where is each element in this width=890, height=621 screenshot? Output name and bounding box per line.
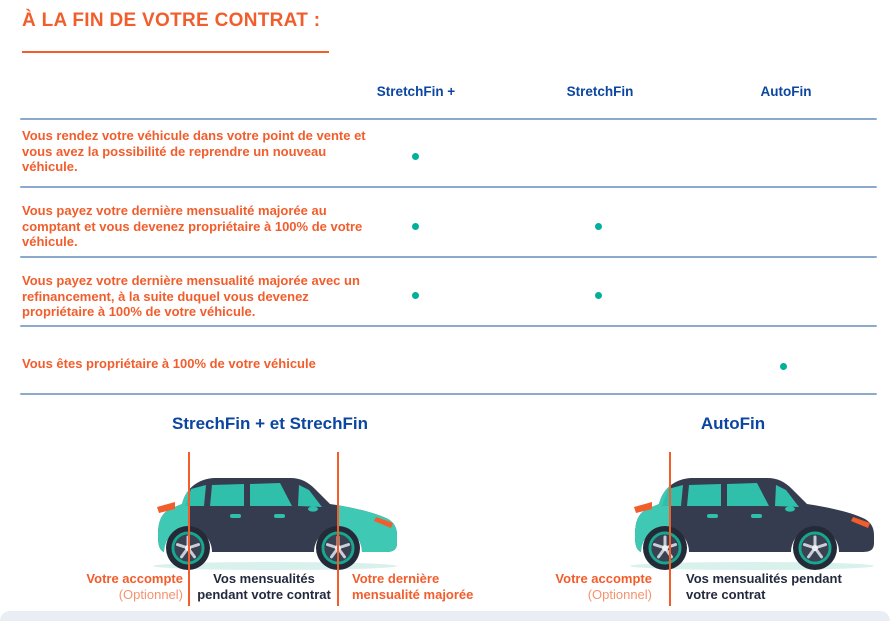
separator-line [20, 118, 877, 120]
figure-title-stretchfin: StrechFin + et StrechFin [171, 414, 368, 433]
availability-dot [595, 292, 602, 299]
separator-line [20, 256, 877, 258]
column-header-stretchfin-plus: StretchFin + [376, 84, 456, 99]
payment-divider-line [337, 452, 339, 606]
column-header-autofin: AutoFin [760, 84, 812, 99]
label-monthly-right: Vos mensualités pendant votre contrat [686, 571, 842, 602]
down-payment-note: (Optionnel) [118, 586, 183, 602]
availability-dot [412, 153, 419, 160]
availability-dot [412, 223, 419, 230]
availability-dot [412, 292, 419, 299]
column-header-stretchfin: StretchFin [566, 84, 634, 99]
payment-divider-line [669, 452, 671, 606]
down-payment-text: Votre accompte [86, 571, 183, 586]
label-down-payment-right [527, 571, 652, 602]
separator-line [20, 325, 877, 327]
down-payment-note: (Optionnel) [587, 586, 652, 602]
row-text-4: Vous êtes propriétaire à 100% de votre véhicule [22, 356, 316, 371]
label-down-payment-left [58, 571, 183, 602]
label-final-payment-left: Votre dernière mensualité majorée [352, 571, 474, 602]
row-text-1: Vous rendez votre véhicule dans votre point de vente et vous avez la possibilité de reprendre un nouveau véhicule. [22, 128, 366, 174]
separator-line [20, 393, 877, 395]
availability-dot [780, 363, 787, 370]
row-text-3: Vous payez votre dernière mensualité majorée avec un refinancement, à la suite duquel vous devenez propriétaire à 100% de votre véhicule. [22, 273, 360, 319]
payment-divider-line [188, 452, 190, 606]
figure-title-autofin: AutoFin [700, 414, 766, 433]
separator-line [20, 186, 877, 188]
bottom-strip [0, 611, 890, 621]
car-illustration-autofin [627, 462, 877, 572]
label-monthly-left: Vos mensualités pendant votre contrat [197, 571, 331, 602]
availability-dot [595, 223, 602, 230]
page-title: À LA FIN DE VOTRE CONTRAT : [22, 10, 321, 31]
row-text-2: Vous payez votre dernière mensualité majorée au comptant et vous devenez propriétaire à 100% de votre véhicule. [22, 203, 363, 249]
title-underline [22, 51, 329, 53]
down-payment-text: Votre accompte [555, 571, 652, 586]
